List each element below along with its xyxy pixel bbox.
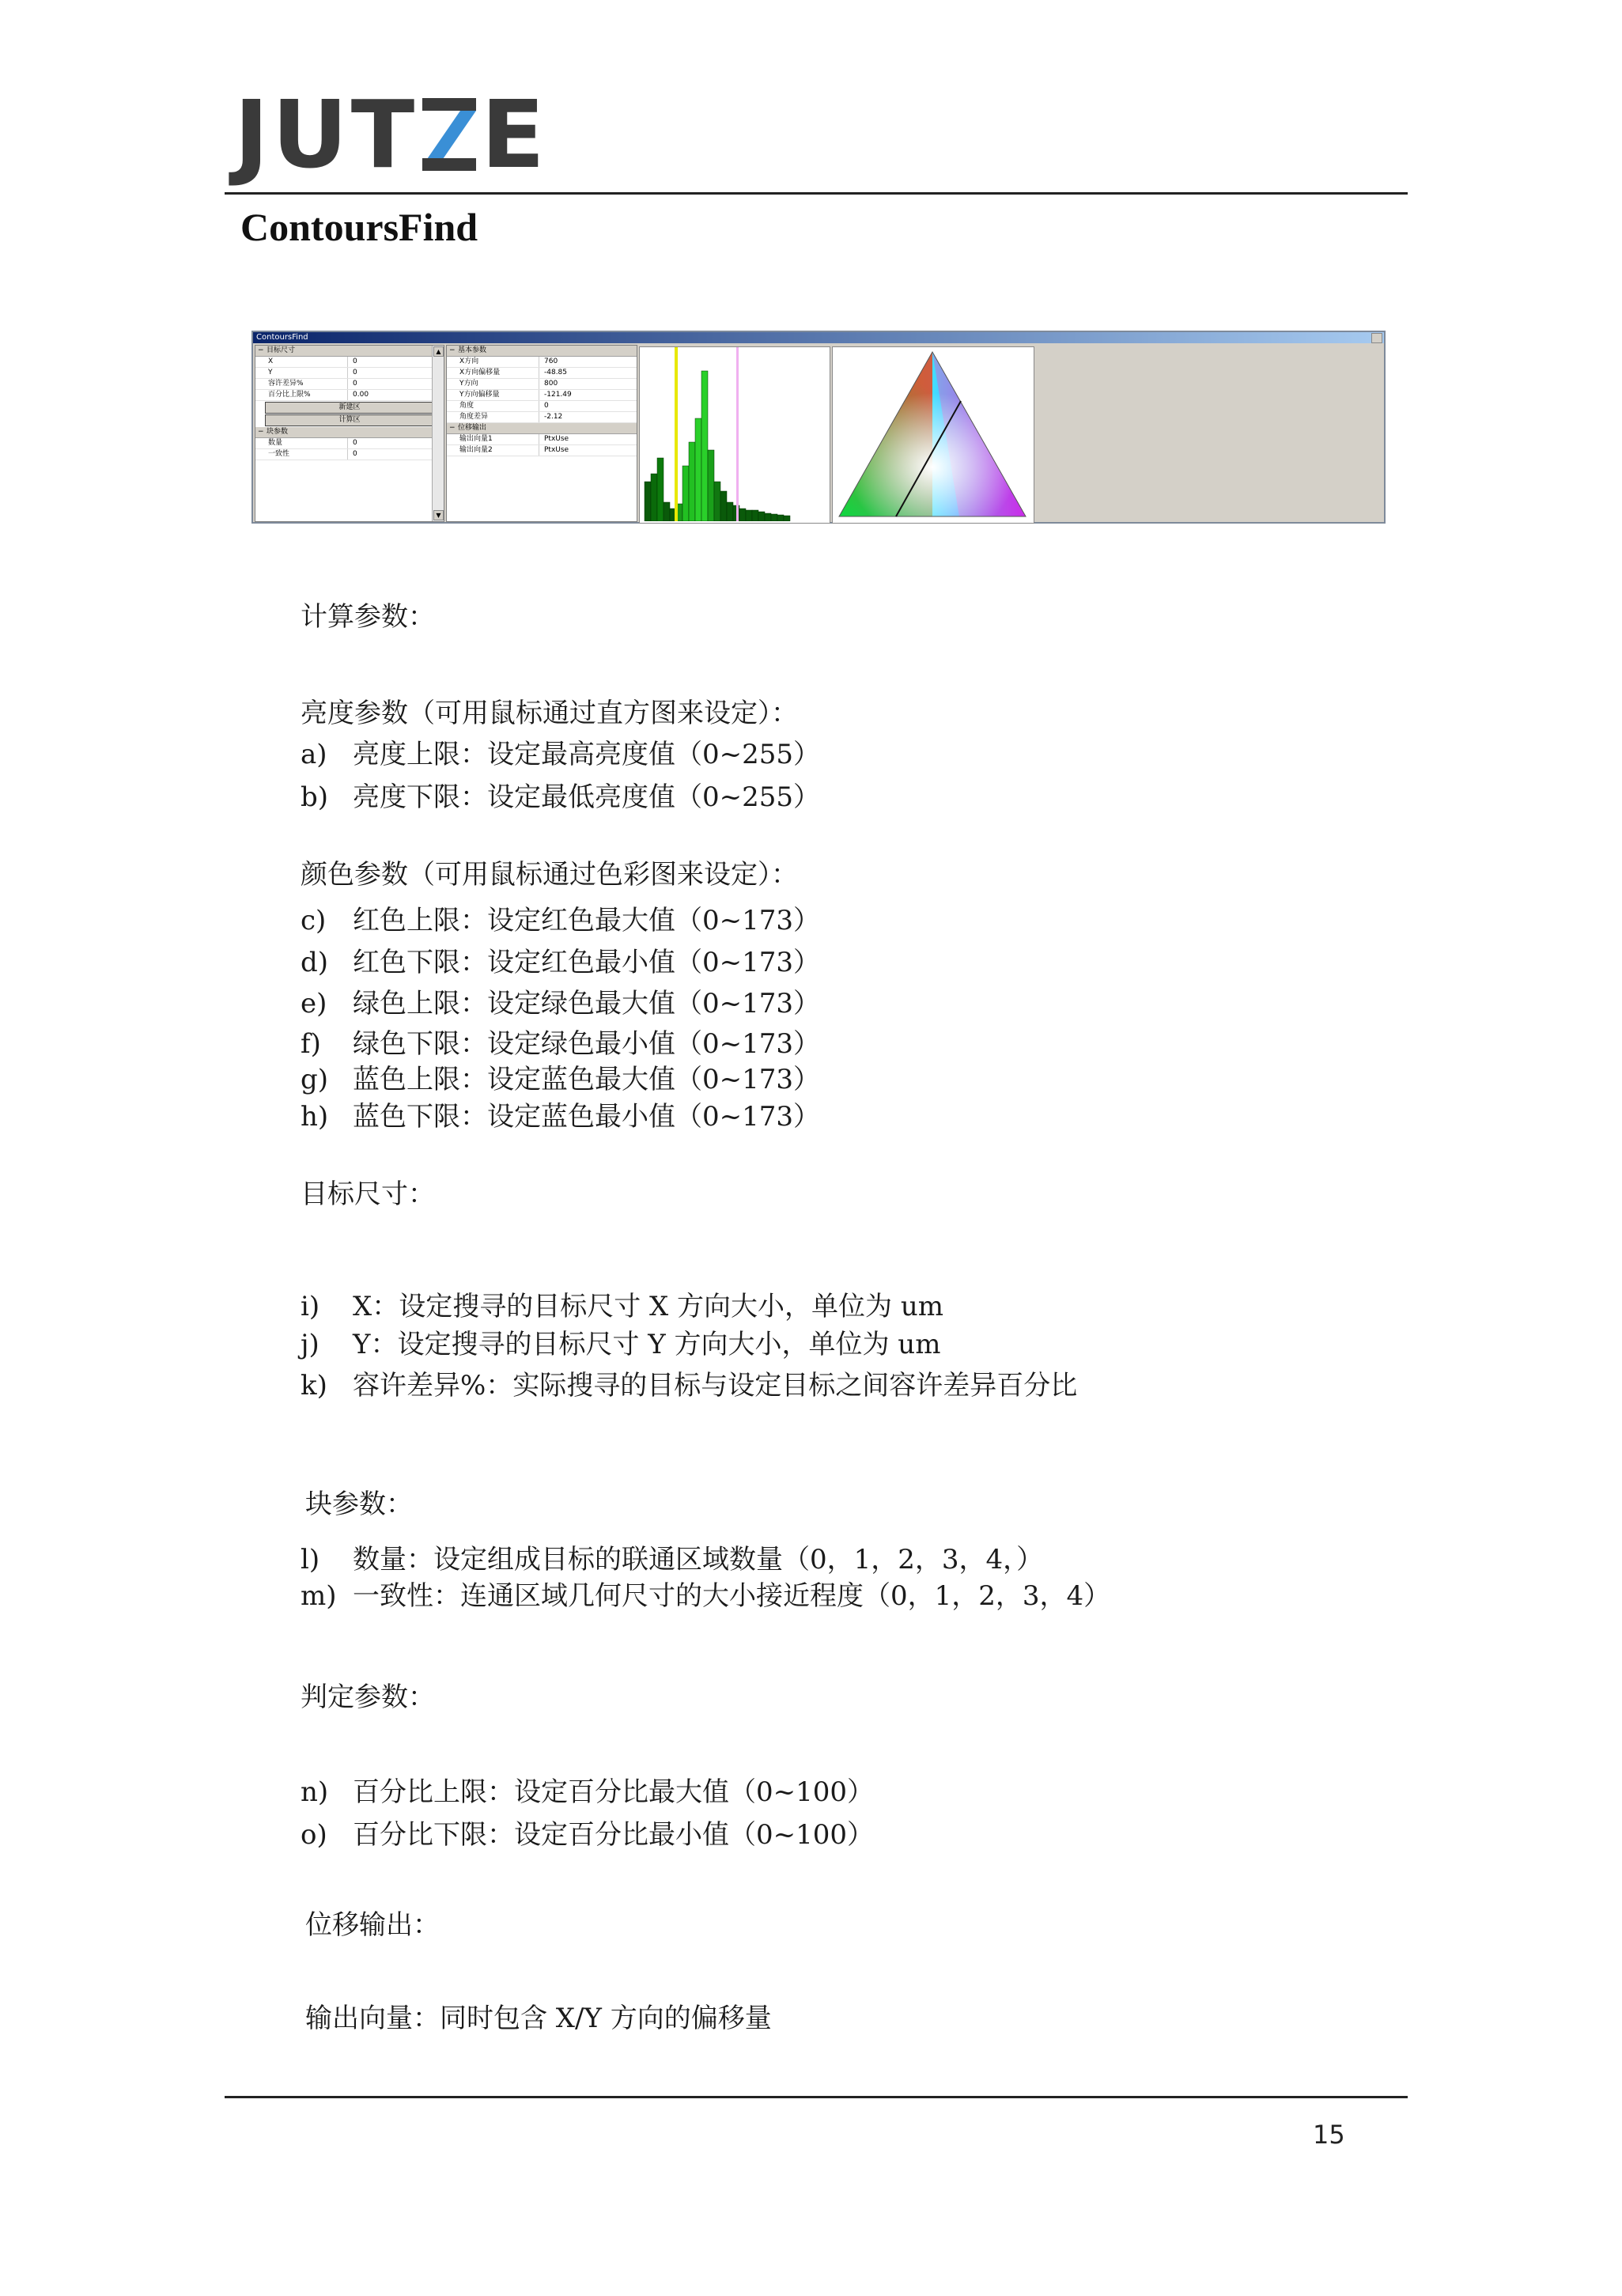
calc-area-button[interactable]: 计算区 xyxy=(265,414,434,426)
header-rule xyxy=(225,192,1408,195)
section-block-title: 块参数： xyxy=(305,1488,413,1520)
property-grid-right[interactable] xyxy=(446,345,637,522)
property-row[interactable]: 角度差异 -2.12 xyxy=(447,412,637,423)
property-row[interactable]: Y方向 800 xyxy=(447,379,637,390)
section-brightness-title: 亮度参数（可用鼠标通过直方图来设定）： xyxy=(301,698,798,729)
brightness-histogram[interactable] xyxy=(639,346,830,524)
section-judge-title: 判定参数： xyxy=(301,1681,435,1713)
logo-text-left: JUT xyxy=(234,80,418,189)
section-target-title: 目标尺寸： xyxy=(301,1178,435,1210)
section-calc-params: 计算参数： xyxy=(301,601,435,633)
category-shift-output[interactable]: − 位移输出 xyxy=(447,423,637,434)
property-row[interactable]: 输出向量1 PtxUse xyxy=(447,434,637,445)
software-screenshot xyxy=(251,331,1386,524)
scroll-up-icon[interactable]: ▲ xyxy=(433,346,444,357)
color-triangle[interactable] xyxy=(832,346,1034,524)
property-row[interactable]: 一致性 0 xyxy=(255,449,444,460)
close-icon[interactable] xyxy=(1371,333,1382,343)
new-area-button[interactable]: 新建区 xyxy=(265,402,434,414)
property-row[interactable]: X方向 760 xyxy=(447,357,637,368)
property-row[interactable]: 输出向量2 PtxUse xyxy=(447,445,637,456)
page-number: 15 xyxy=(1313,2120,1345,2150)
property-row[interactable]: X方向偏移量 -48.85 xyxy=(447,368,637,379)
property-row[interactable]: Y 0 xyxy=(255,368,444,379)
logo-text-right: E xyxy=(481,80,548,189)
output-vector-line: 输出向量：同时包含 X/Y 方向的偏移量 xyxy=(305,2003,772,2034)
property-row[interactable]: 角度 0 xyxy=(447,401,637,412)
property-row[interactable]: Y方向偏移量 -121.49 xyxy=(447,390,637,401)
scroll-down-icon[interactable]: ▼ xyxy=(433,510,444,520)
jutze-logo xyxy=(234,80,548,189)
logo-z-mark xyxy=(421,95,478,174)
section-shift-title: 位移输出： xyxy=(305,1909,440,1941)
window-titlebar xyxy=(253,332,1384,343)
property-row[interactable]: 百分比上限% 0.00 xyxy=(255,390,444,401)
category-basic-params[interactable]: − 基本参数 xyxy=(447,346,637,357)
property-row[interactable]: 容许差异% 0 xyxy=(255,379,444,390)
scrollbar[interactable] xyxy=(432,346,444,521)
footer-rule xyxy=(225,2096,1408,2098)
section-color-title: 颜色参数（可用鼠标通过色彩图来设定）： xyxy=(301,859,798,891)
page-title: ContoursFind xyxy=(240,205,478,249)
window-title: ContoursFind xyxy=(256,333,308,342)
property-row[interactable]: X 0 xyxy=(255,357,444,368)
property-row[interactable]: 数量 0 xyxy=(255,438,444,449)
category-block-params[interactable]: − 块参数 xyxy=(255,427,444,438)
property-grid-left[interactable] xyxy=(255,345,444,522)
category-target-size[interactable]: − 目标尺寸 xyxy=(255,346,444,357)
